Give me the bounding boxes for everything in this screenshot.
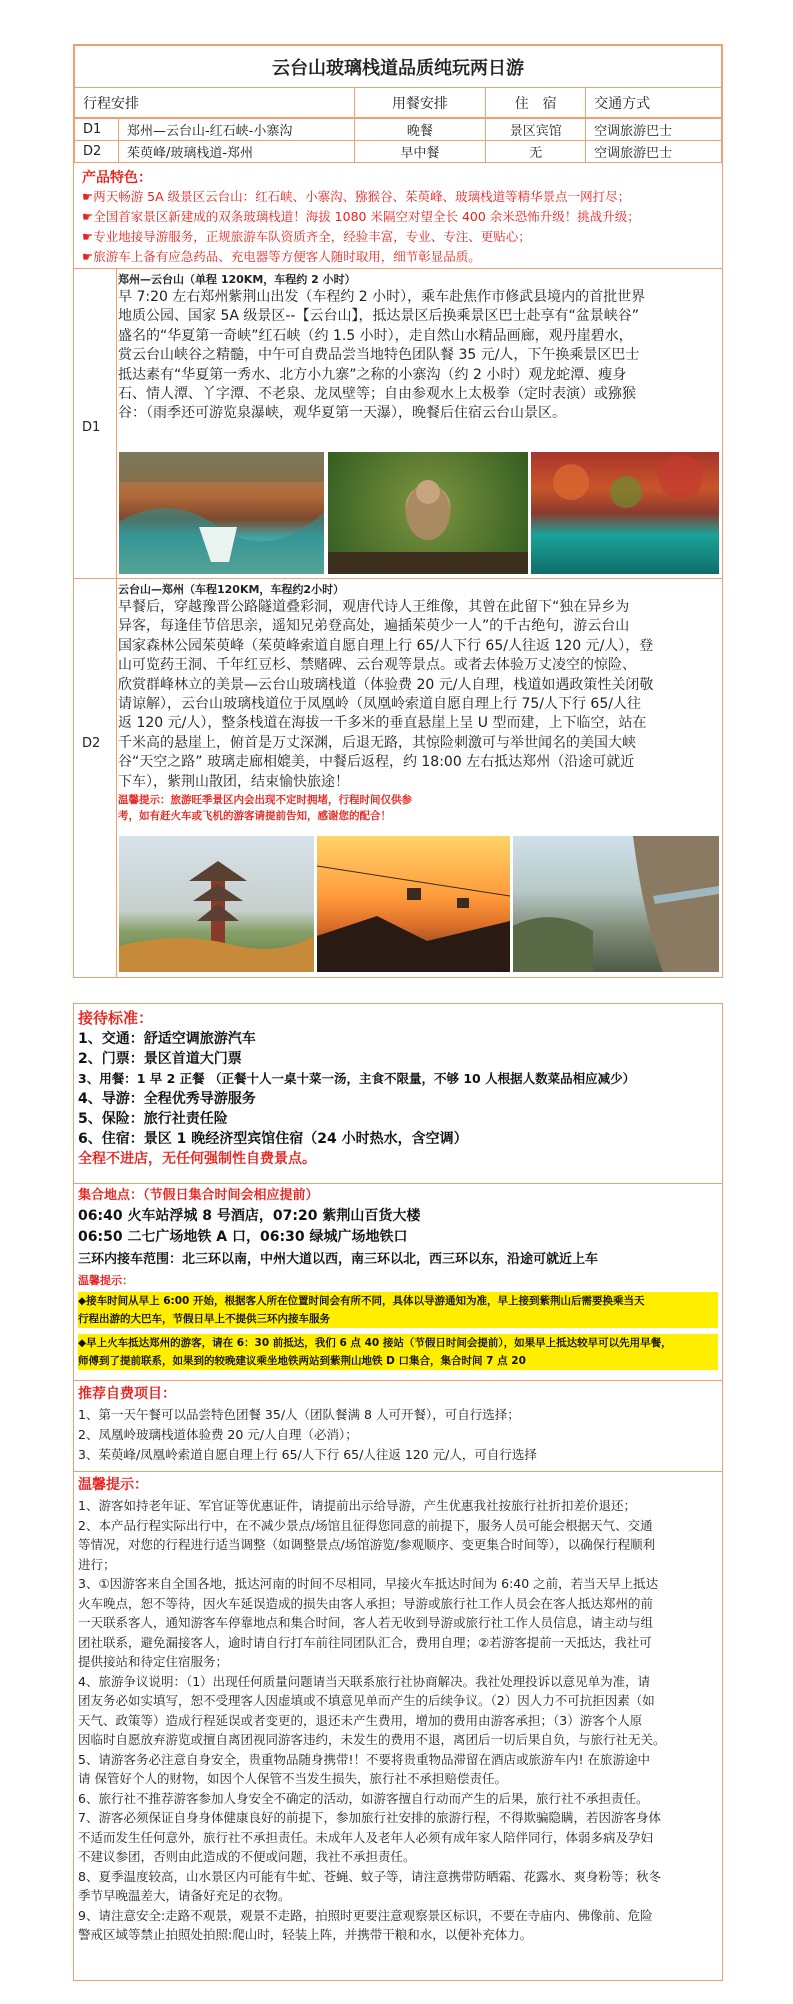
header-meals: 用餐安排 <box>354 88 486 118</box>
row-route: 郑州—云台山-红石峡-小寨沟 <box>118 119 354 141</box>
reception-item: 6、住宿：景区 1 晚经济型宾馆住宿（24 小时热水，含空调） <box>78 1131 468 1147</box>
reception-item: 3、用餐：1 早 2 正餐 （正餐十人一桌十菜一汤，主食不限量，不够 10 人根据人数菜品相应减少） <box>78 1071 636 1086</box>
day1-line: 赏云台山峡谷之精髓，中午可自费品尝当地特色团队餐 35 元/人，下午换乘景区巴士 <box>118 347 640 364</box>
warm-line: 6、旅行社不推荐游客参加人身安全不确定的活动，如游客擅自行动而产生的后果，旅行社不承担责任。 <box>78 1790 649 1806</box>
photo-monkey <box>328 452 528 574</box>
warm-line: 提供接站和待定住宿服务； <box>78 1654 229 1669</box>
warm-line: 季节早晚温差大，请备好充足的衣物。 <box>78 1888 291 1903</box>
day1-line: 早 7:20 左右郑州紫荆山出发（车程约 2 小时），乘车赴焦作市修武县境内的首批世界 <box>118 289 646 305</box>
day2-line: 下车），紫荆山散团，结束愉快旅途！ <box>118 773 349 790</box>
features-label: 产品特色： <box>82 170 152 186</box>
day2-tip-line2: 考，如有赶火车或飞机的游客请提前告知，感谢您的配合！ <box>118 810 391 823</box>
header-lodging: 住 宿 <box>486 88 586 118</box>
optional-item: 3、茱萸峰/凤凰岭索道自愿自理上行 65/人下行 65/人往返 120 元/人，可自行选择 <box>78 1447 537 1462</box>
day2-line: 异客，每逢佳节倍思亲，遥知兄弟登高处，遍插茱萸少一人”的千古绝句，游云台山 <box>118 618 630 635</box>
optional-title: 推荐自费项目： <box>78 1386 176 1402</box>
day2-line: 千米高的悬崖上，俯首是万丈深渊，后退无路，其惊险刺激可与举世闻名的美国大峡 <box>118 734 636 751</box>
row-transport: 空调旅游巴士 <box>586 141 722 163</box>
assembly-tip-label: 温馨提示： <box>78 1274 133 1287</box>
reception-item: 5、保险：旅行社责任险 <box>78 1111 228 1127</box>
day2-text <box>118 598 718 792</box>
warm-line: 2、本产品行程实际出行中，在不减少景点/场馆且征得您同意的前提下，服务人员可能会根据天气、交通 <box>78 1517 653 1533</box>
assembly-title: 集合地点：（节假日集合时间会相应提前） <box>78 1188 319 1203</box>
header-itinerary: 行程安排 <box>75 88 355 118</box>
section-divider <box>74 1471 722 1472</box>
day2-content <box>118 582 718 824</box>
row-day: D2 <box>75 141 119 163</box>
row-meal: 早中餐 <box>354 141 486 163</box>
page-title: 云台山玻璃栈道品质纯玩两日游 <box>75 46 722 88</box>
warm-line: 因临时自愿放弃游览或擅自离团视同游客违约，未发生的费用不退，离团后一切后果自负，与旅行社无关。 <box>78 1732 666 1747</box>
warm-line: 火车晚点，恕不等待，因火车延误造成的损失由客人承担；导游或旅行社工作人员会在客人抵达郑州的前 <box>78 1595 654 1611</box>
warm-line: 警戒区域等禁止拍照处拍照:爬山时，轻装上阵，并携带干粮和水，以便补充体力。 <box>78 1927 533 1942</box>
warm-line: 3、①因游客来自全国各地，抵达河南的时间不尽相同，早接火车抵达时间为 6:40 之前，若当天早上抵达 <box>78 1576 659 1591</box>
row-transport: 空调旅游巴士 <box>586 119 722 141</box>
assembly-line: 三环内接车范围：北三环以南，中州大道以西，南三环以北，西三环以东，沿途可就近上车 <box>78 1252 599 1267</box>
day2-line: 欣赏群峰林立的美景—云台山玻璃栈道（体验费 20 元/人自理，栈道如遇政策性关闭敬 <box>118 676 654 693</box>
assembly-tip: 行程出游的大巴车，节假日早上不提供三环内接车服务 <box>78 1310 718 1328</box>
photo-glass-walkway <box>513 836 719 972</box>
warm-line: 一天联系客人，通知游客车停靠地点和集合时间，客人若无收到导游或旅行社工作人员信息，请主动与组 <box>78 1615 654 1630</box>
feature-item: ☛专业地接导游服务，正规旅游车队资质齐全，经验丰富，专业、专注、更贴心； <box>82 229 531 244</box>
warm-line: 天气、政策等）造成行程延误或者变更的，退还未产生费用，增加的费用由游客承担；（3）游客个人原 <box>78 1712 643 1728</box>
warm-line: 等情况，对您的行程进行适当调整（如调整景点/场馆游览/参观顺序、变更集合时间等），以确保行程顺利 <box>78 1537 656 1552</box>
assembly-line: 06:40 火车站浮城 8 号酒店，07:20 紫荆山百货大楼 <box>78 1208 421 1224</box>
day2-line: 谷“天空之路” 玻璃走廊相媲美，中餐后返程，约 18:00 左右抵达郑州（沿途可就近 <box>118 754 635 771</box>
photo-red-stone-gorge <box>119 452 324 574</box>
day2-tip-line1: 温馨提示：旅游旺季景区内会出现不定时拥堵，行程时间仅供参 <box>118 794 412 807</box>
assembly-section <box>78 1186 718 1370</box>
warm-section <box>78 1474 718 1945</box>
optional-item: 1、第一天午餐可以品尝特色团餐 35/人（团队餐满 8 人可开餐），可自行选择； <box>78 1407 520 1422</box>
day1-line: 石、情人潭、丫字潭、不老泉、龙凤壁等；自由参观水上太极拳（定时表演）或猕猴 <box>118 386 636 403</box>
reception-item: 1、交通：舒适空调旅游汽车 <box>78 1031 256 1047</box>
day1-line: 抵达素有“华夏第一秀水、北方小九寨”之称的小寨沟（约 2 小时）观龙蛇潭、瘦身 <box>118 366 627 383</box>
photo-cable-car-sunset <box>317 836 510 972</box>
reception-item: 2、门票：景区首道大门票 <box>78 1051 242 1067</box>
day2-line: 国家森林公园茱萸峰（茱萸峰索道自愿自理上行 65/人下行 65/人往返 120 元/人），登 <box>118 637 654 654</box>
day1-label: D1 <box>82 420 101 435</box>
reception-section <box>78 1007 718 1169</box>
warm-line: 不适而发生任何意外，旅行社不承担责任。未成年人及老年人必须有成年家人陪伴同行，体弱多病及孕妇 <box>78 1829 654 1845</box>
row-meal: 晚餐 <box>354 119 486 141</box>
feature-item: ☛旅游车上备有应急药品、充电器等方便客人随时取用，细节彰显品质。 <box>82 249 481 264</box>
day2-line: 请谅解），云台山玻璃栈道位于凤凰岭（凤凰岭索道自愿自理上行 75/人下行 65/人往 <box>118 696 641 713</box>
day2-label: D2 <box>82 736 101 751</box>
assembly-line: 06:50 二七广场地铁 A 口，06:30 绿城广场地铁口 <box>78 1229 408 1245</box>
row-route: 茱萸峰/玻璃栈道-郑州 <box>118 141 354 163</box>
day2-line: 返 120 元/人），整条栈道在海拔一千多米的垂直悬崖上呈 U 型而建，上下临空，站在 <box>118 715 647 732</box>
row-hotel: 景区宾馆 <box>486 119 586 141</box>
photo-pagoda <box>119 836 314 972</box>
reception-item: 4、导游：全程优秀导游服务 <box>78 1091 256 1107</box>
feature-item: ☛两天畅游 5A 级景区云台山：红石峡、小寨沟、猕猴谷、茱萸峰、玻璃栈道等精华景点一网打尽； <box>82 189 631 204</box>
header-transport: 交通方式 <box>586 88 722 118</box>
day1-line: 地质公园、国家 5A 级景区--【云台山】，抵达景区后换乘景区巴士赴享有“盆景峡谷” <box>118 308 639 325</box>
day2-line: 山可览药王洞、千年红豆杉、禁赌碑、云台观等景点。或者去体验万丈凌空的惊险、 <box>118 657 636 674</box>
day1-line: 谷：（雨季还可游览泉瀑峡，观华夏第一天瀑），晚餐后住宿云台山景区。 <box>118 405 566 422</box>
features-section <box>74 163 722 269</box>
day1-heading: 郑州—云台山（单程 120KM，车程约 2 小时） <box>118 273 356 286</box>
row-day: D1 <box>75 119 119 141</box>
warm-line: 请 保管好个人的财物，如因个人保管不当发生损失，旅行社不承担赔偿责任。 <box>78 1771 507 1786</box>
assembly-tip: ◆早上火车抵达郑州的游客，请在 6：30 前抵达，我们 6 点 40 接站（节假日时间会提前），如果早上抵达较早可以先用早餐， <box>78 1334 718 1352</box>
warm-line: 4、旅游争议说明：（1）出现任何质量问题请当天联系旅行社协商解决。我社处理投诉以意见单为准，请 <box>78 1673 651 1689</box>
warm-title: 温馨提示： <box>78 1477 148 1493</box>
feature-item: ☛全国首家景区新建成的双条玻璃栈道！海拔 1080 米隔空对望全长 400 余米恐怖升级！挑战升级； <box>82 209 640 224</box>
reception-title: 接待标准： <box>78 1009 154 1027</box>
warm-line: 不建议参团，否则由此造成的不便或问题，我社不承担责任。 <box>78 1849 416 1864</box>
day-divider <box>116 269 117 977</box>
day2-heading: 云台山—郑州（车程120KM，车程约2小时） <box>118 583 345 596</box>
assembly-tip: 师傅到了提前联系，如果到的较晚建议乘坐地铁两站到紫荆山地铁 D 口集合，集合时间 7 点 20 <box>78 1352 718 1370</box>
warm-line: 团社联系，避免漏接客人，逾时请自行打车前往同团队汇合，费用自理；②若游客提前一天抵达，我社可 <box>78 1634 652 1650</box>
day-separator <box>74 578 722 579</box>
optional-section <box>78 1383 718 1465</box>
day2-line: 早餐后，穿越豫晋公路隧道叠彩洞，观唐代诗人王维像，其曾在此留下“独在异乡为 <box>118 599 630 615</box>
warm-line: 进行； <box>78 1556 116 1572</box>
warm-line: 9、请注意安全:走路不观景，观景不走路，拍照时更要注意观察景区标识，不要在寺庙内、佛像前、危险 <box>78 1907 653 1923</box>
warm-line: 7、游客必须保证自身身体健康良好的前提下，参加旅行社安排的旅游行程，不得欺骗隐瞒，若因游客身体 <box>78 1810 661 1825</box>
optional-item: 2、凤凰岭玻璃栈道体验费 20 元/人自理（必消）； <box>78 1427 358 1442</box>
section-divider <box>74 1380 722 1381</box>
assembly-tip: ◆接车时间从早上 6:00 开始，根据客人所在位置时间会有所不同，具体以导游通知为准，早上接到紫荆山后需要换乘当天 <box>78 1292 718 1310</box>
reception-note: 全程不进店，无任何强制性自费景点。 <box>78 1151 316 1167</box>
section-divider <box>74 1183 722 1184</box>
warm-line: 8、夏季温度较高，山水景区内可能有牛虻、苍蝇、蚊子等，请注意携带防晒霜、花露水、爽身粉等；秋冬 <box>78 1868 661 1884</box>
warm-line: 1、游客如持老年证、军官证等优惠证件，请提前出示给导游，产生优惠我社按旅行社折扣差价退还； <box>78 1498 636 1513</box>
warm-line: 5、请游客务必注意自身安全，贵重物品随身携带!！不要将贵重物品滞留在酒店或旅游车内! 在旅游途中 <box>78 1751 650 1767</box>
warm-line: 团友务必如实填写，恕不受理客人因虚填或不填意见单而产生的后续争议。（2）因人力不可抗拒因素（如 <box>78 1693 655 1708</box>
row-hotel: 无 <box>486 141 586 163</box>
photo-autumn-lake <box>531 452 719 574</box>
day1-content <box>118 272 718 424</box>
day1-text <box>118 288 718 424</box>
day1-line: 盛名的“华夏第一奇峡”红石峡（约 1.5 小时），走自然山水精品画廊，观丹崖碧水， <box>118 327 633 344</box>
